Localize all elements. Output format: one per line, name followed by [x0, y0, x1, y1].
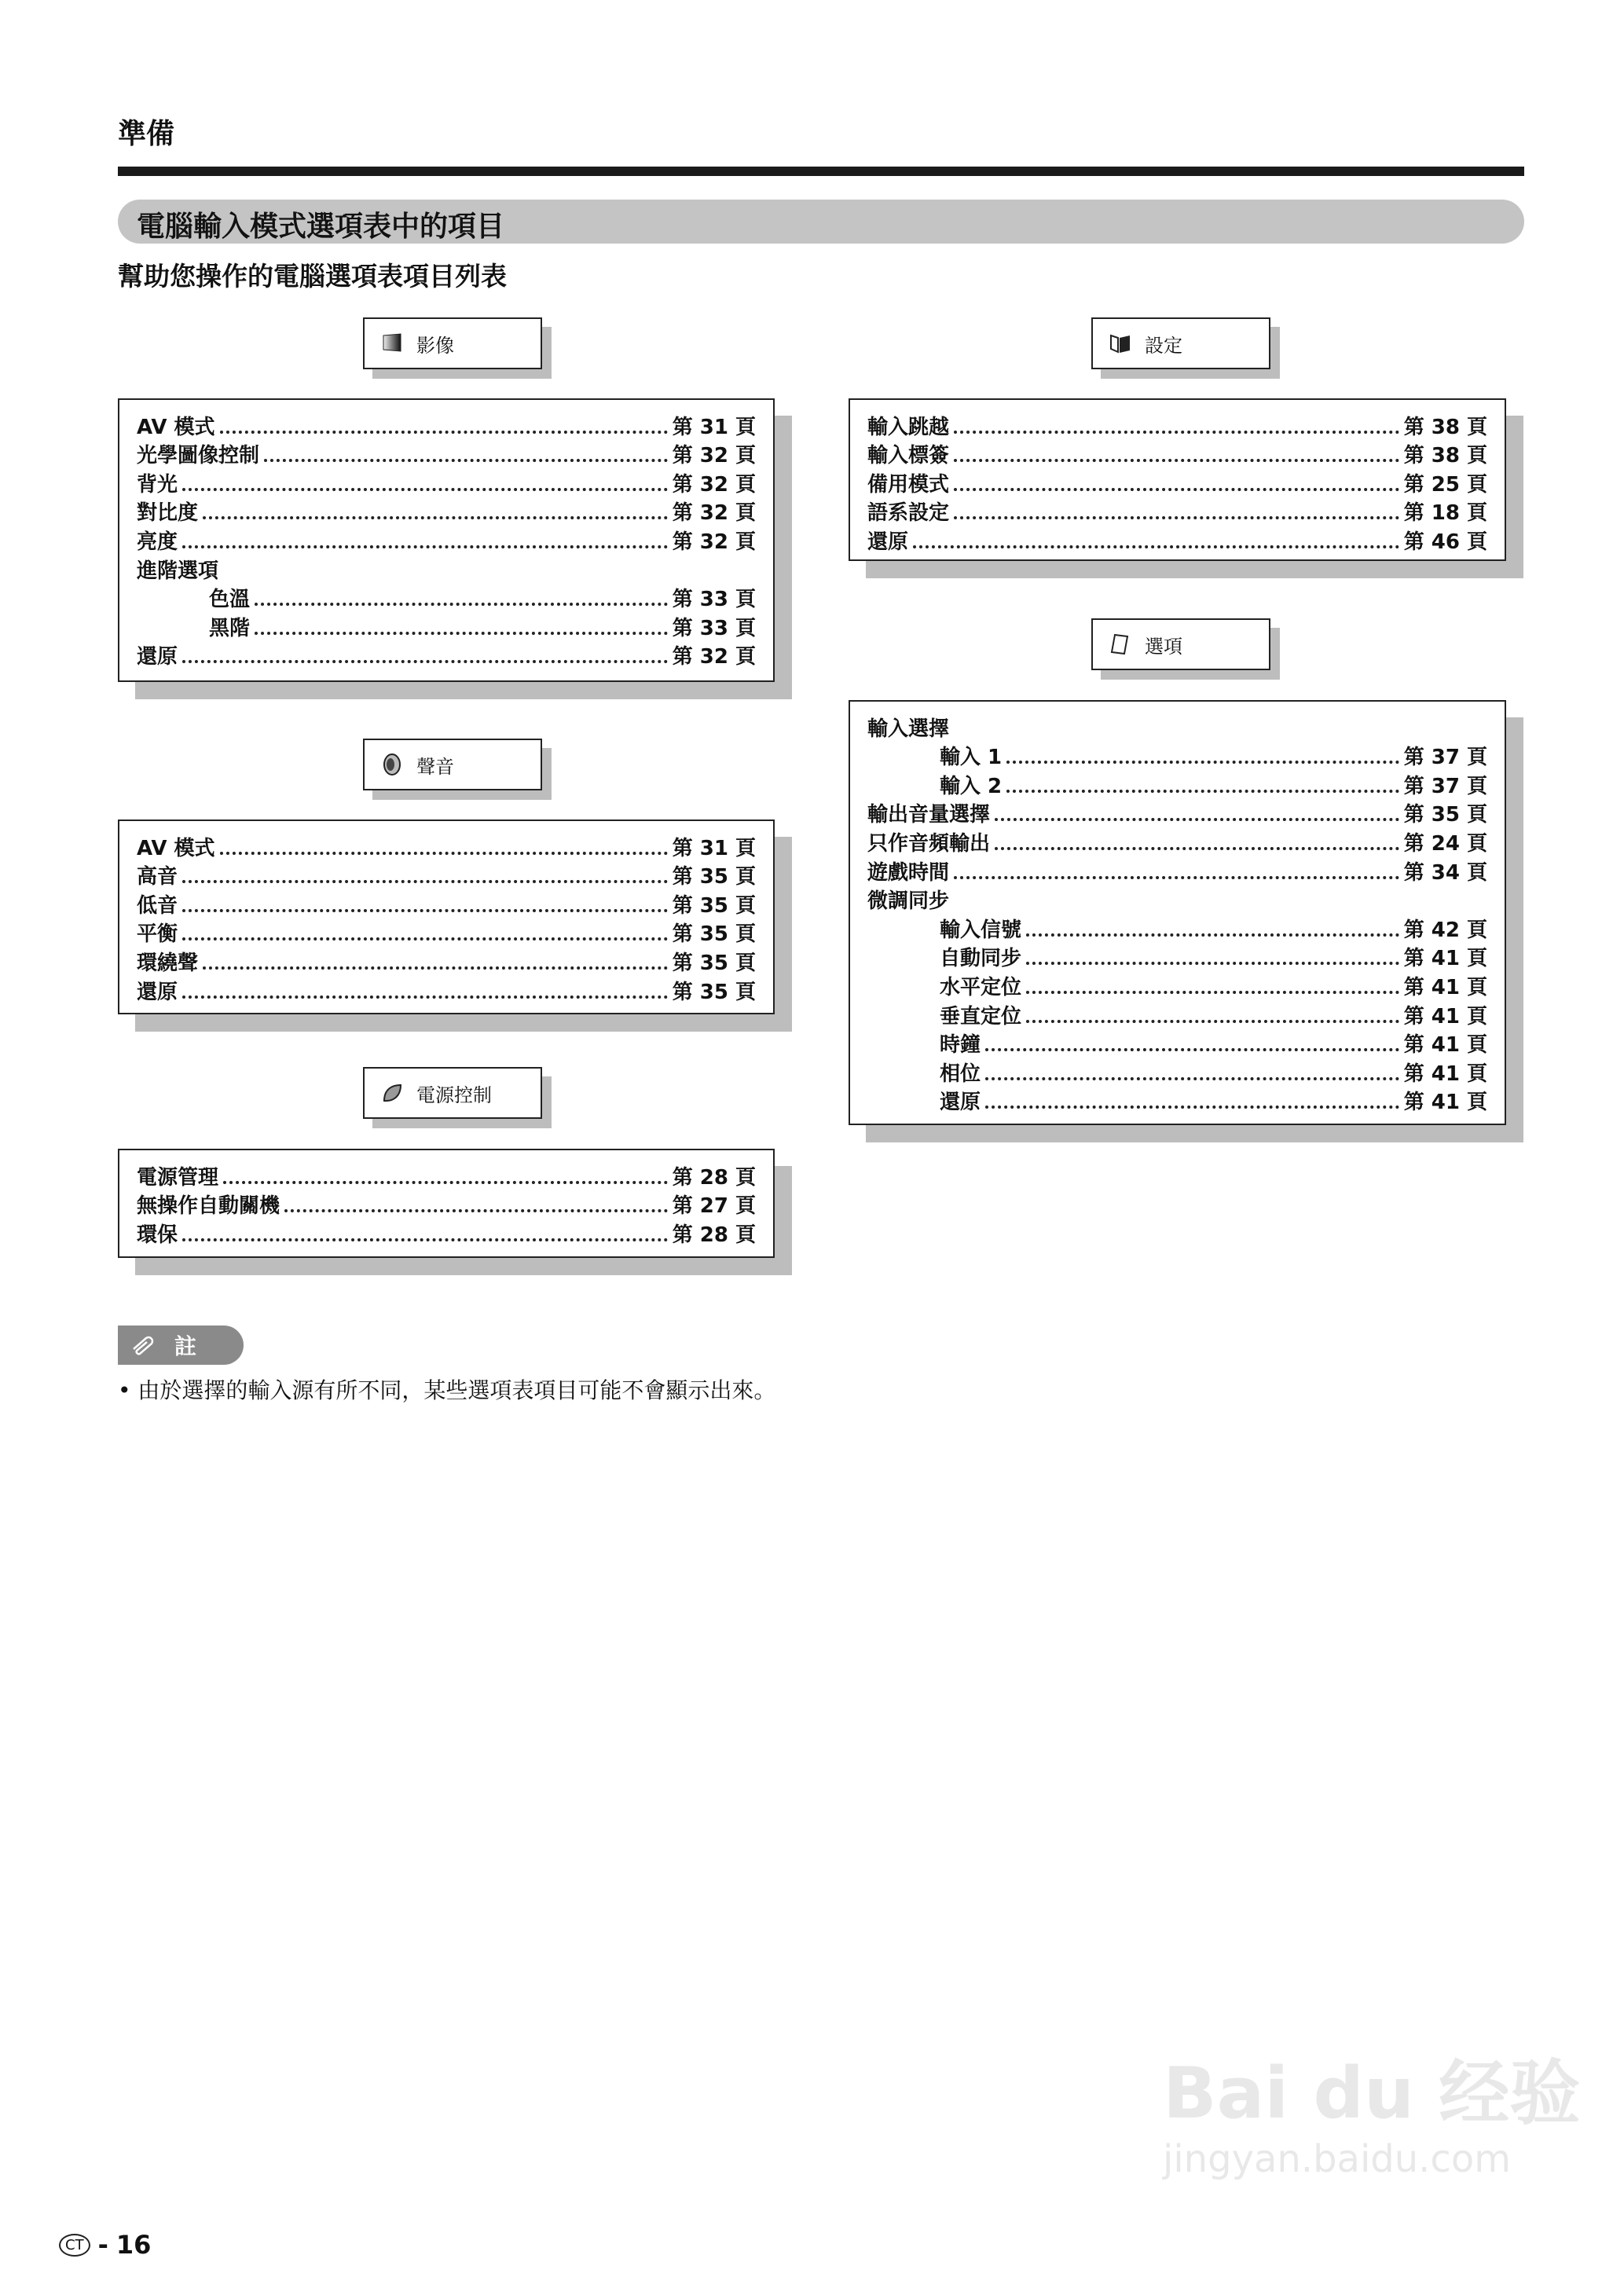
dot-leader [1006, 761, 1399, 764]
menu-row [137, 641, 756, 670]
menu-row-page: 第 31 頁 [672, 415, 756, 439]
menu-row-page: 第 31 頁 [672, 836, 756, 860]
menu-row-page: 第 32 頁 [672, 472, 756, 497]
menu-row-page: 第 35 頁 [672, 865, 756, 889]
note-label: 註 [174, 1333, 197, 1359]
menu-box-picture [118, 398, 775, 682]
menu-tab-label: 電源控制 [416, 1084, 492, 1106]
menu-row-page: 第 27 頁 [672, 1194, 756, 1219]
menu-row-label: 亮度 [137, 530, 178, 554]
menu-row [867, 856, 1487, 886]
tools-icon [1109, 332, 1132, 355]
page-header: 準備 [118, 118, 175, 150]
menu-row-page: 第 32 頁 [672, 530, 756, 554]
menu-row-page: 第 28 頁 [672, 1223, 756, 1247]
menu-row [137, 526, 756, 555]
dot-leader [954, 488, 1399, 491]
menu-tab-label: 影像 [416, 334, 454, 357]
menu-row-label: 進階選項 [137, 559, 219, 583]
menu-row-label: 自動同步 [940, 947, 1022, 971]
menu-row-label: 還原 [137, 980, 178, 1004]
watermark-logo: Bai du 经验 [1163, 2052, 1581, 2135]
dot-leader [255, 632, 668, 635]
menu-row-page: 第 41 頁 [1403, 947, 1487, 971]
menu-row-page: 第 32 頁 [672, 501, 756, 526]
dot-leader [1026, 991, 1399, 994]
menu-row-label: 低音 [137, 893, 178, 918]
dot-leader [1026, 933, 1399, 937]
menu-row-label: 輸出音量選擇 [867, 803, 991, 827]
menu-row-page: 第 42 頁 [1403, 918, 1487, 942]
dot-leader [985, 1106, 1399, 1109]
leaf-icon [380, 1081, 404, 1105]
menu-row [137, 440, 756, 469]
menu-row-label: 備用模式 [867, 472, 950, 497]
dot-leader [182, 545, 668, 548]
menu-row [867, 742, 1487, 771]
menu-row [137, 411, 756, 440]
menu-row-label: AV 模式 [137, 836, 215, 860]
menu-row-page: 第 32 頁 [672, 444, 756, 468]
menu-row [137, 861, 756, 890]
menu-row-page: 第 32 頁 [672, 645, 756, 669]
note-badge [118, 1326, 244, 1365]
menu-row [867, 827, 1487, 856]
menu-row [137, 612, 756, 641]
menu-row-page: 第 41 頁 [1403, 975, 1487, 999]
menu-row [137, 497, 756, 526]
dot-leader [182, 937, 668, 940]
menu-row-label: 環繞聲 [137, 951, 199, 975]
dot-leader [182, 1238, 668, 1241]
menu-row-page: 第 25 頁 [1403, 472, 1487, 497]
dot-leader [182, 488, 668, 491]
dot-leader [1006, 790, 1399, 793]
menu-row-page: 第 35 頁 [672, 951, 756, 975]
menu-tab-label: 聲音 [416, 755, 454, 778]
menu-row [137, 555, 756, 584]
menu-row-page: 第 35 頁 [672, 893, 756, 918]
menu-row [867, 713, 1487, 742]
notepad-icon [1109, 632, 1132, 656]
dot-leader [954, 516, 1399, 519]
note-text: • 由於選擇的輸入源有所不同，某些選項表項目可能不會顯示出來。 [118, 1377, 776, 1403]
menu-box-option [849, 700, 1506, 1125]
menu-row-label: 語系設定 [867, 501, 950, 526]
menu-row-label: 高音 [137, 865, 178, 889]
menu-row-label: 電源管理 [137, 1165, 219, 1190]
menu-row-label: 環保 [137, 1223, 178, 1247]
menu-tab-option [1091, 618, 1270, 670]
dot-leader [203, 516, 668, 519]
menu-row-page: 第 18 頁 [1403, 501, 1487, 526]
header-rule [118, 167, 1524, 176]
menu-tab-label: 設定 [1145, 334, 1182, 357]
menu-row [137, 832, 756, 861]
dot-leader [182, 880, 668, 883]
page-footer [59, 2230, 151, 2260]
menu-row-page: 第 46 頁 [1403, 530, 1487, 554]
menu-row [867, 1058, 1487, 1087]
menu-row-page: 第 41 頁 [1403, 1033, 1487, 1058]
menu-row-page: 第 33 頁 [672, 616, 756, 640]
menu-row [137, 1161, 756, 1190]
menu-row [867, 497, 1487, 526]
picture-icon [380, 332, 404, 355]
menu-row [137, 889, 756, 918]
menu-row [137, 918, 756, 948]
menu-row-page: 第 38 頁 [1403, 415, 1487, 439]
menu-row [137, 1190, 756, 1219]
menu-row-label: 輸入選擇 [867, 717, 950, 741]
dot-leader [182, 660, 668, 663]
menu-row [867, 886, 1487, 915]
menu-row-page: 第 34 頁 [1403, 860, 1487, 885]
dot-leader [182, 909, 668, 912]
menu-row [137, 1219, 756, 1248]
menu-row-page: 第 38 頁 [1403, 444, 1487, 468]
dot-leader [995, 847, 1399, 850]
menu-row-page: 第 41 頁 [1403, 1062, 1487, 1086]
menu-row-page: 第 33 頁 [672, 588, 756, 612]
menu-row [867, 1000, 1487, 1029]
menu-row-label: 輸入 2 [940, 774, 1003, 798]
dot-leader [182, 996, 668, 999]
menu-row-label: 只作音頻輸出 [867, 831, 991, 856]
dot-leader [1026, 1020, 1399, 1023]
footer-dash: - [97, 2230, 108, 2260]
menu-row-page: 第 28 頁 [672, 1165, 756, 1190]
dot-leader [255, 603, 668, 606]
page-number: 16 [115, 2230, 152, 2260]
dot-leader [264, 459, 668, 462]
menu-row-label: 時鐘 [940, 1033, 981, 1058]
menu-row [867, 943, 1487, 972]
menu-row-label: 對比度 [137, 501, 199, 526]
menu-row [137, 976, 756, 1005]
menu-row-page: 第 35 頁 [672, 980, 756, 1004]
menu-row-label: 輸入 1 [940, 746, 1003, 770]
menu-row [867, 468, 1487, 497]
menu-tab-picture [363, 317, 542, 369]
menu-row-label: 相位 [940, 1062, 981, 1086]
menu-row-page: 第 35 頁 [1403, 803, 1487, 827]
menu-row-label: 無操作自動關機 [137, 1194, 280, 1219]
menu-row-label: 遊戲時間 [867, 860, 950, 885]
menu-row-label: 輸入跳越 [867, 415, 950, 439]
menu-row [867, 914, 1487, 943]
menu-row [867, 1087, 1487, 1116]
menu-row [137, 468, 756, 497]
menu-row-label: 黑階 [209, 616, 251, 640]
menu-box-audio [118, 820, 775, 1014]
menu-row-label: 色溫 [209, 588, 251, 612]
menu-row-label: 光學圖像控制 [137, 444, 260, 468]
speaker-icon [380, 753, 404, 776]
dot-leader [913, 545, 1399, 548]
menu-tab-power [363, 1067, 542, 1119]
subtitle: 幫助您操作的電腦選項表項目列表 [118, 261, 507, 292]
dot-leader [1026, 962, 1399, 965]
dot-leader [985, 1048, 1399, 1051]
menu-tab-label: 選項 [1145, 635, 1182, 658]
paperclip-icon [129, 1333, 157, 1357]
menu-row [867, 440, 1487, 469]
menu-row-page: 第 35 頁 [672, 922, 756, 947]
dot-leader [954, 431, 1399, 434]
dot-leader [284, 1209, 668, 1212]
menu-row-page: 第 24 頁 [1403, 831, 1487, 856]
menu-row [867, 799, 1487, 828]
menu-box-setup [849, 398, 1506, 561]
menu-row-label: 背光 [137, 472, 178, 497]
menu-row [867, 1029, 1487, 1058]
region-code: CT [59, 2234, 90, 2257]
section-title: 電腦輸入模式選項表中的項目 [118, 200, 1524, 244]
menu-row-page: 第 41 頁 [1403, 1004, 1487, 1028]
menu-row [137, 584, 756, 613]
menu-row-label: AV 模式 [137, 415, 215, 439]
menu-row-page: 第 37 頁 [1403, 774, 1487, 798]
menu-row-page: 第 41 頁 [1403, 1091, 1487, 1115]
menu-row [867, 971, 1487, 1000]
menu-row [137, 947, 756, 976]
dot-leader [995, 818, 1399, 821]
menu-row [867, 526, 1487, 555]
menu-row-label: 垂直定位 [940, 1004, 1022, 1028]
dot-leader [220, 852, 668, 855]
menu-row-label: 輸入標簽 [867, 444, 950, 468]
menu-tab-audio [363, 739, 542, 790]
dot-leader [954, 876, 1399, 879]
menu-row-label: 還原 [137, 645, 178, 669]
menu-row-label: 水平定位 [940, 975, 1022, 999]
menu-row-label: 還原 [867, 530, 909, 554]
menu-row-label: 輸入信號 [940, 918, 1022, 942]
dot-leader [954, 459, 1399, 462]
menu-row-label: 微調同步 [867, 889, 950, 914]
menu-row [867, 411, 1487, 440]
menu-row [867, 770, 1487, 799]
dot-leader [985, 1077, 1399, 1080]
watermark-url: jingyan.baidu.com [1163, 2137, 1511, 2181]
dot-leader [220, 431, 668, 434]
menu-tab-setup [1091, 317, 1270, 369]
dot-leader [203, 966, 668, 970]
menu-row-label: 還原 [940, 1091, 981, 1115]
menu-box-power [118, 1149, 775, 1258]
menu-row-label: 平衡 [137, 922, 178, 947]
dot-leader [223, 1181, 668, 1184]
menu-row-page: 第 37 頁 [1403, 746, 1487, 770]
